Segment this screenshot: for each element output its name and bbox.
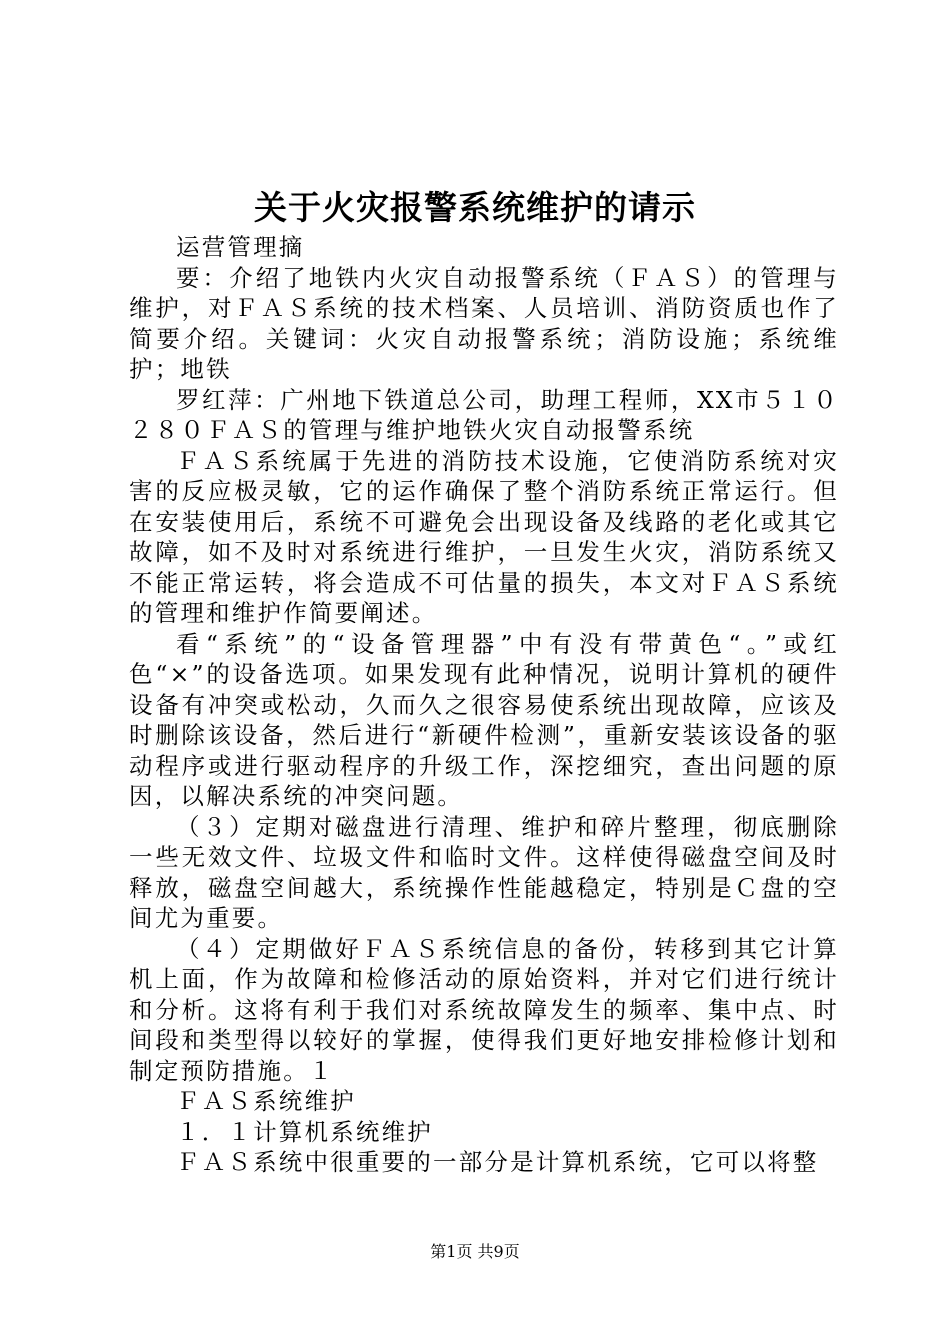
paragraph: 要：介绍了地铁内火灾自动报警系统（ＦＡＳ）的管理与维护，对ＦＡＳ系统的技术档案、人员培训、消防资质也作了简要介绍。关键词：火灾自动报警系统；消防设施；系统维护；地铁	[129, 263, 839, 383]
page-footer: 第1页 共9页	[430, 1242, 520, 1261]
paragraph: 运营管理摘	[176, 233, 305, 261]
paragraph: （４）定期做好ＦＡＳ系统信息的备份，转移到其它计算机上面，作为故障和检修活动的原始资料，并对它们进行统计和分析。这将有利于我们对系统故障发生的频率、集中点、时间段和类型得以较好的掌握，使得我们更好地安排检修计划和制定预防措施。１	[129, 934, 839, 1085]
paragraph: （３）定期对磁盘进行清理、维护和碎片整理，彻底删除一些无效文件、垃圾文件和临时文件。这样使得磁盘空间及时释放，磁盘空间越大，系统操作性能越稳定，特别是Ｃ盘的空间尤为重要。	[129, 812, 839, 932]
document-body	[129, 232, 839, 1178]
paragraph: ＦＡＳ系统属于先进的消防技术设施，它使消防系统对灾害的反应极灵敏，它的运作确保了整个消防系统正常运行。但在安装使用后，系统不可避免会出现设备及线路的老化或其它故障，如不及时对系统进行维护，一旦发生火灾，消防系统又不能正常运转，将会造成不可估量的损失，本文对ＦＡＳ系统的管理和维护作简要阐述。	[129, 446, 839, 627]
subsection-heading: １．１计算机系统维护	[176, 1117, 433, 1146]
document-title: 关于火灾报警系统维护的请示	[254, 188, 696, 227]
paragraph: ＦＡＳ系统中很重要的一部分是计算机系统，它可以将整	[176, 1148, 819, 1176]
paragraph: 罗红萍：广州地下铁道总公司，助理工程师，XX市５１０２８０ＦＡＳ的管理与维护地铁火灾自动报警系统	[129, 385, 839, 444]
paragraph: 看“系统”的“设备管理器”中有没有带黄色“。”或红色“×”的设备选项。如果发现有此种情况，说明计算机的硬件设备有冲突或松动，久而久之很容易使系统出现故障，应该及时删除该设备，然后进行“新硬件检测”，重新安装该设备的驱动程序或进行驱动程序的升级工作，深挖细究，查出问题的原因，以解决系统的冲突问题。	[129, 629, 839, 810]
section-heading: ＦＡＳ系统维护	[176, 1087, 356, 1115]
